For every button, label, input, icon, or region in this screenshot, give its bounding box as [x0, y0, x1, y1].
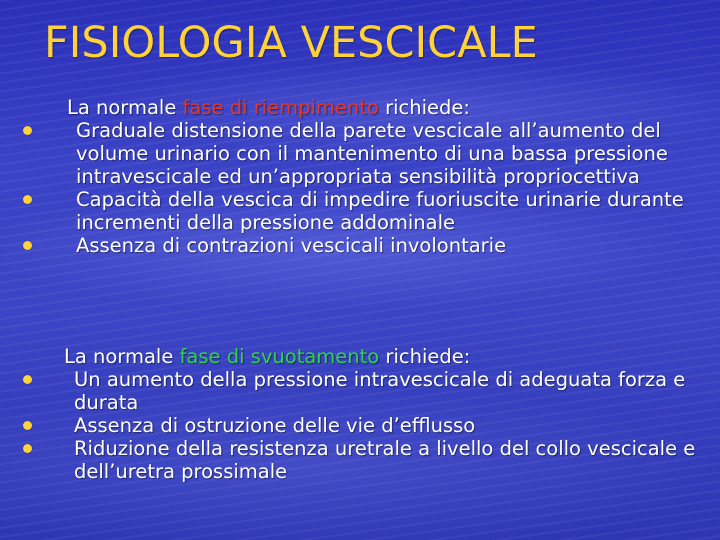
intro-text-before: La normale	[64, 345, 180, 368]
voiding-phase-highlight: fase di svuotamento	[179, 345, 380, 368]
list-item-text: Assenza di contrazioni vescicali involontarie	[76, 234, 507, 257]
list-item	[20, 368, 710, 414]
list-item-text: Graduale distensione della parete vescicale all’aumento del volume urinario con il mantenimento di una bassa pressione intravescicale ed un’appropriata sensibilità propriocettiva	[76, 119, 668, 188]
intro-text-after: richiede:	[379, 345, 471, 368]
voiding-phase-intro	[20, 345, 710, 368]
slide-title: FISIOLOGIA VESCICALE	[44, 18, 538, 68]
bullet-icon	[23, 126, 32, 135]
list-item	[20, 414, 710, 437]
bullet-icon	[23, 241, 32, 250]
list-item	[20, 437, 710, 483]
bullet-icon	[23, 195, 32, 204]
filling-phase-section	[20, 96, 710, 257]
list-item-text: Capacità della vescica di impedire fuoriuscite urinarie durante incrementi della pressione addominale	[76, 188, 684, 234]
filling-phase-list	[20, 119, 710, 257]
list-item	[20, 234, 710, 257]
bullet-icon	[23, 444, 32, 453]
voiding-phase-list	[20, 368, 710, 483]
list-item	[20, 188, 710, 234]
bullet-icon	[23, 375, 32, 384]
list-item-text: Assenza di ostruzione delle vie d’efflusso	[74, 414, 476, 437]
filling-phase-intro	[20, 96, 710, 119]
filling-phase-highlight: fase di riempimento	[182, 96, 379, 119]
bullet-icon	[23, 421, 32, 430]
intro-text-after: richiede:	[378, 96, 470, 119]
list-item-text: Un aumento della pressione intravescicale di adeguata forza e durata	[74, 368, 686, 414]
intro-text-before: La normale	[67, 96, 183, 119]
list-item	[20, 119, 710, 188]
list-item-text: Riduzione della resistenza uretrale a livello del collo vescicale e dell’uretra prossimale	[74, 437, 696, 483]
voiding-phase-section	[20, 345, 710, 483]
